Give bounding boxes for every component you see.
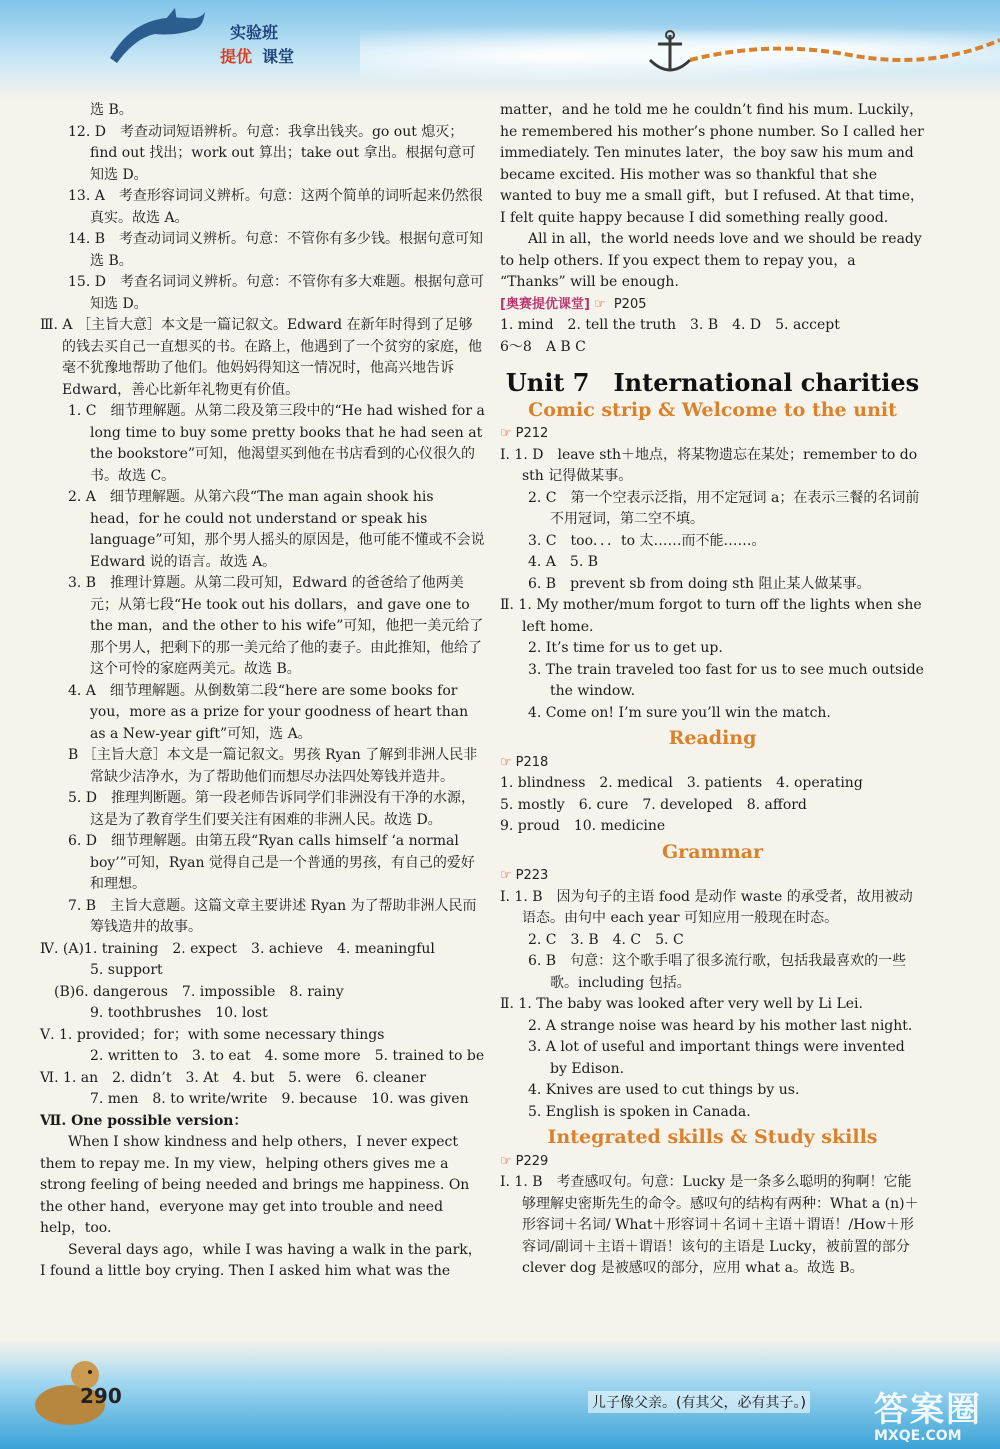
- section-page-ref: [500, 1151, 925, 1173]
- answer-line: 2. written to 3. to eat 4. some more 5. trained to be: [90, 1048, 485, 1064]
- answer-line: 2. It’s time for us to get up.: [528, 640, 723, 656]
- answer-line: Ⅴ. 1. provided；for；with some necessary things: [40, 1026, 385, 1043]
- olympic-tag: [奥赛提优课堂]: [500, 296, 590, 312]
- olympic-answer-line: 6～8 A B C: [500, 338, 586, 355]
- answer-line: 4. Come on! I’m sure you’ll win the match.: [528, 704, 831, 721]
- unit-title: Unit 7 International charities: [505, 368, 920, 397]
- answer-line: 5. D 推理判断题。第一段老师告诉同学们非洲没有干净的水源，这是为了教育学生们要关注有困难的非洲人民。故选 D。: [68, 790, 476, 828]
- answer-line: 9. proud 10. medicine: [500, 818, 666, 834]
- page-ref-text: P229: [515, 1153, 549, 1169]
- pointing-hand-icon: ☞: [500, 426, 512, 441]
- section-page-ref: [500, 752, 925, 774]
- olympic-header: [500, 294, 925, 316]
- answer-line: 4. Knives are used to cut things by us.: [528, 1082, 800, 1098]
- answer-line: 1. blindness 2. medical 3. patients 4. operating: [500, 775, 863, 791]
- answer-line: 2. A 细节理解题。从第六段“The man again shook his head，for he could not understand or speak his language”可知，那个男人摇头的原因是，他可能不懂或不会说 Edward 说的语言。故选 A。: [68, 489, 485, 570]
- rope-decoration: [690, 30, 1000, 80]
- answer-line: 13. A 考查形容词词义辨析。句意：这两个简单的词听起来仍然很真实。故选 A。: [68, 188, 483, 226]
- section-title: Comic strip & Welcome to the unit: [528, 398, 897, 421]
- answer-line: 4. A 细节理解题。从倒数第二段“here are some books for you，more as a prize for your goodness of heart than as a New-year gift”可知，选 A。: [68, 682, 469, 742]
- answer-line: 2. C 第一个空表示泛指，用不定冠词 a；在表示三餐的名词前不用冠词，第二空不填。: [528, 489, 920, 527]
- answer-line: 3. A lot of useful and important things were invented by Edison.: [528, 1039, 905, 1077]
- section-page-ref: [500, 423, 925, 445]
- essay-continuation: [500, 100, 925, 294]
- answer-line: matter，and he told me he couldn’t find his mum. Luckily，he remembered his mother’s phone number. So I called her immediately. Ten minutes later，the boy saw his mum and became excited. His mother was so thankful that she wanted to buy me a small gift，but I refused. At that time，I felt quite happy because I did something really good.: [500, 102, 924, 226]
- logo-line-1: 实验班: [230, 23, 279, 42]
- answer-line: Ⅳ. (A)1. training 2. expect 3. achieve 4. meaningful: [40, 940, 435, 957]
- page-ref-text: P223: [515, 868, 549, 883]
- dolphin-icon: [105, 8, 215, 68]
- logo-line-3: 课堂: [262, 47, 295, 66]
- answer-line: Ⅰ. 1. B 考查感叹句。句意：Lucky 是一条多么聪明的狗啊！它能够理解史密斯先生的命令。感叹句的结构有两种：What a (n)＋形容词＋名词/ What＋形容词＋名词＋主语＋谓语！/How＋形容词/副词＋主语＋谓语！该句的主语是 Lucky，被前置的部分 clever dog 是被感叹的部分，应用 what a。故选 B。: [500, 1174, 919, 1276]
- logo-line-2: 提优: [220, 47, 253, 66]
- answer-line: 5. mostly 6. cure 7. developed 8. afford: [500, 796, 807, 813]
- answer-line: 选 B。: [90, 102, 133, 118]
- answer-line: 6. B 句意：这个歌手唱了很多流行歌，包括我最喜欢的一些歌。including 包括。: [528, 953, 907, 991]
- answer-line: Ⅶ. One possible version：: [40, 1112, 248, 1129]
- brand-logo: [200, 18, 340, 68]
- answer-line: Ⅰ. 1. B 因为句子的主语 food 是动作 waste 的承受者，故用被动语态。由句中 each year 可知应用一般现在时态。: [500, 888, 913, 926]
- page-number: 290: [80, 1384, 122, 1408]
- pointing-hand-icon: ☞: [500, 754, 512, 770]
- answer-line: Ⅵ. 1. an 2. didn’t 3. At 4. but 5. were 6. cleaner: [40, 1069, 426, 1086]
- answer-line: 5. English is spoken in Canada.: [528, 1103, 751, 1120]
- unit-sections: [500, 400, 925, 1280]
- answer-line: Several days ago，while I was having a walk in the park，I found a little boy crying. Then I asked him what was the: [40, 1241, 482, 1279]
- footer-motto: 儿子像父亲。(有其父，必有其子。): [588, 1391, 810, 1413]
- answer-line: 9. toothbrushes 10. lost: [90, 1005, 268, 1021]
- answer-line: Ⅱ. 1. The baby was looked after very well by Li Lei.: [500, 996, 863, 1012]
- page-header: [0, 0, 1000, 100]
- answer-line: Ⅲ. A ［主旨大意］本文是一篇记叙文。Edward 在新年时得到了足够的钱去买自己一直想买的书。在路上，他遇到了一个贫穷的家庭，他毫不犹豫地帮助了他们。他妈妈得知这一情况时，他高兴地告诉 Edward，善心比新年礼物更有价值。: [40, 317, 482, 398]
- pointing-hand-icon: ☞: [500, 1153, 512, 1169]
- answer-line: 12. D 考查动词短语辨析。句意：我拿出钱夹。go out 熄灭；find out 找出；work out 算出；take out 拿出。根据句意可知选 D。: [68, 123, 476, 183]
- answer-line: 15. D 考查名词词义辨析。句意：不管你有多大难题。根据句意可知选 D。: [68, 274, 484, 312]
- section-page-ref: [500, 865, 925, 887]
- answer-line: 6. D 细节理解题。由第五段“Ryan calls himself ‘a normal boy’”可知，Ryan 觉得自己是一个普通的男孩，有自己的爱好和理想。: [68, 833, 475, 892]
- answer-line: 3. The train traveled too fast for us to see much outside the window.: [528, 661, 924, 699]
- site-watermark: [874, 1392, 982, 1444]
- answer-line: 2. A strange noise was heard by his mother last night.: [528, 1017, 913, 1034]
- right-column: [500, 100, 925, 1280]
- answer-line: (B)6. dangerous 7. impossible 8. rainy: [40, 983, 344, 1000]
- olympic-answers: [500, 315, 925, 358]
- pointing-hand-icon: ☞: [500, 868, 512, 883]
- answer-line: 3. C too．．．to 太……而不能……。: [528, 532, 766, 549]
- watermark-logo: 答案圈: [874, 1390, 982, 1430]
- olympic-page-ref: P205: [613, 296, 647, 312]
- answer-line: 6. B prevent sb from doing sth 阻止某人做某事。: [528, 575, 871, 592]
- answer-line: 3. B 推理计算题。从第二段可知，Edward 的爸爸给了他两美元；从第七段“He took out his dollars，and gave one to the man，and the other to his wife”可知，他把一美元给了那个男人，把剩下的那一美元给了他的妻子。由此推知，他给了这个可怜的家庭两美元。故选 B。: [68, 575, 484, 677]
- answer-line: 4. A 5. B: [528, 554, 599, 570]
- watermark-url: MXQE.COM: [874, 1428, 962, 1444]
- page-footer: [0, 1340, 1000, 1449]
- answer-line: 7. men 8. to write/write 9. because 10. was given: [90, 1091, 469, 1107]
- left-column: [40, 100, 485, 1283]
- answer-line: 5. support: [90, 962, 163, 978]
- answer-line: When I show kindness and help others，I never expect them to repay me. In my view，helping others gives me a strong feeling of being needed and brings me happiness. On the other hand，everyone may get into trouble and need help，too.: [40, 1134, 470, 1236]
- answer-line: 2. C 3. B 4. C 5. C: [528, 931, 684, 948]
- page-ref-text: P212: [515, 426, 549, 441]
- answer-line: Ⅰ. 1. D leave sth＋地点，将某物遗忘在某处；remember to do sth 记得做某事。: [500, 446, 918, 484]
- answer-line: 14. B 考查动词词义辨析。句意：不管你有多少钱。根据句意可知选 B。: [68, 231, 484, 269]
- answer-line: 7. B 主旨大意题。这篇文章主要讲述 Ryan 为了帮助非洲人民而筹钱造井的故事。: [68, 897, 477, 935]
- section-title: Reading: [668, 727, 757, 749]
- pointing-hand-icon: ☞: [594, 296, 606, 312]
- page-ref-text: P218: [515, 754, 549, 770]
- olympic-answer-line: 1. mind 2. tell the truth 3. B 4. D 5. accept: [500, 317, 840, 333]
- answer-line: Ⅱ. 1. My mother/mum forgot to turn off the lights when she left home.: [500, 597, 922, 635]
- answer-line: B ［主旨大意］本文是一篇记叙文。男孩 Ryan 了解到非洲人民非常缺少洁净水，为了帮助他们而想尽办法四处筹钱并造井。: [68, 747, 478, 785]
- answer-line: 1. C 细节理解题。从第二段及第三段中的“He had wished for a long time to buy some pretty books that he had seen at the bookstore”可知，他渴望买到他在书店看到的心仪很久的书。故选 C。: [68, 403, 485, 484]
- answer-line: All in all，the world needs love and we should be ready to help others. If you expect them to repay you，a “Thanks” will be enough.: [500, 231, 922, 290]
- section-title: Grammar: [661, 840, 764, 863]
- section-title: Integrated skills & Study skills: [547, 1126, 878, 1148]
